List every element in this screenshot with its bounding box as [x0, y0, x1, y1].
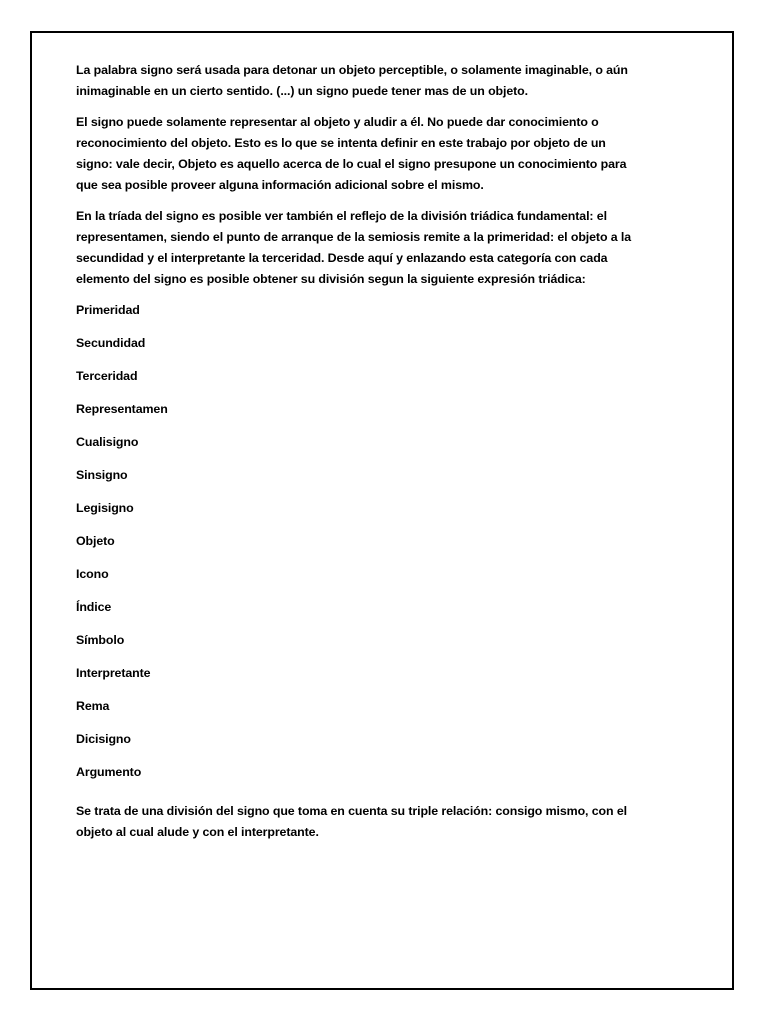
- term-sinsigno: Sinsigno: [76, 468, 128, 482]
- term-representamen: Representamen: [76, 402, 168, 416]
- term-icono: Icono: [76, 567, 109, 581]
- term-secundidad: Secundidad: [76, 336, 146, 350]
- term-simbolo: Símbolo: [76, 633, 125, 647]
- term-interpretante: Interpretante: [76, 666, 151, 680]
- term-primeridad: Primeridad: [76, 303, 140, 317]
- paragraph-2: El signo puede solamente representar al objeto y aludir a él. No puede dar conocimiento o reconocimiento del objeto. Esto es lo que se intenta definir en este trabajo por objeto de un signo: vale decir, Objeto es aquello acerca de lo cual el signo presupone un conocimiento para que sea posible proveer alguna información adicional sobre el mismo.: [76, 115, 627, 192]
- document-body: [76, 60, 636, 853]
- term-objeto: Objeto: [76, 534, 115, 548]
- term-cualisigno: Cualisigno: [76, 435, 139, 449]
- term-terceridad: Terceridad: [76, 369, 138, 383]
- closing-paragraph: Se trata de una división del signo que toma en cuenta su triple relación: consigo mismo, con el objeto al cual alude y con el interpretante.: [76, 804, 627, 839]
- term-dicisigno: Dicisigno: [76, 732, 131, 746]
- paragraph-1: La palabra signo será usada para detonar un objeto perceptible, o solamente imaginable, o aún inimaginable en un cierto sentido. (...) un signo puede tener mas de un objeto.: [76, 63, 628, 98]
- term-legisigno: Legisigno: [76, 501, 134, 515]
- term-argumento: Argumento: [76, 765, 142, 779]
- term-rema: Rema: [76, 699, 110, 713]
- paragraph-3: En la tríada del signo es posible ver también el reflejo de la división triádica fundamental: el representamen, siendo el punto de arranque de la semiosis remite a la primeridad: el objeto a la secundidad y el interpretante la terceridad. Desde aquí y enlazando esta categoría con cada elemento del signo es posible obtener su división segun la siguiente expresión triádica:: [76, 209, 632, 286]
- term-indice: Índice: [76, 600, 112, 614]
- triadic-terms-list: [76, 300, 636, 795]
